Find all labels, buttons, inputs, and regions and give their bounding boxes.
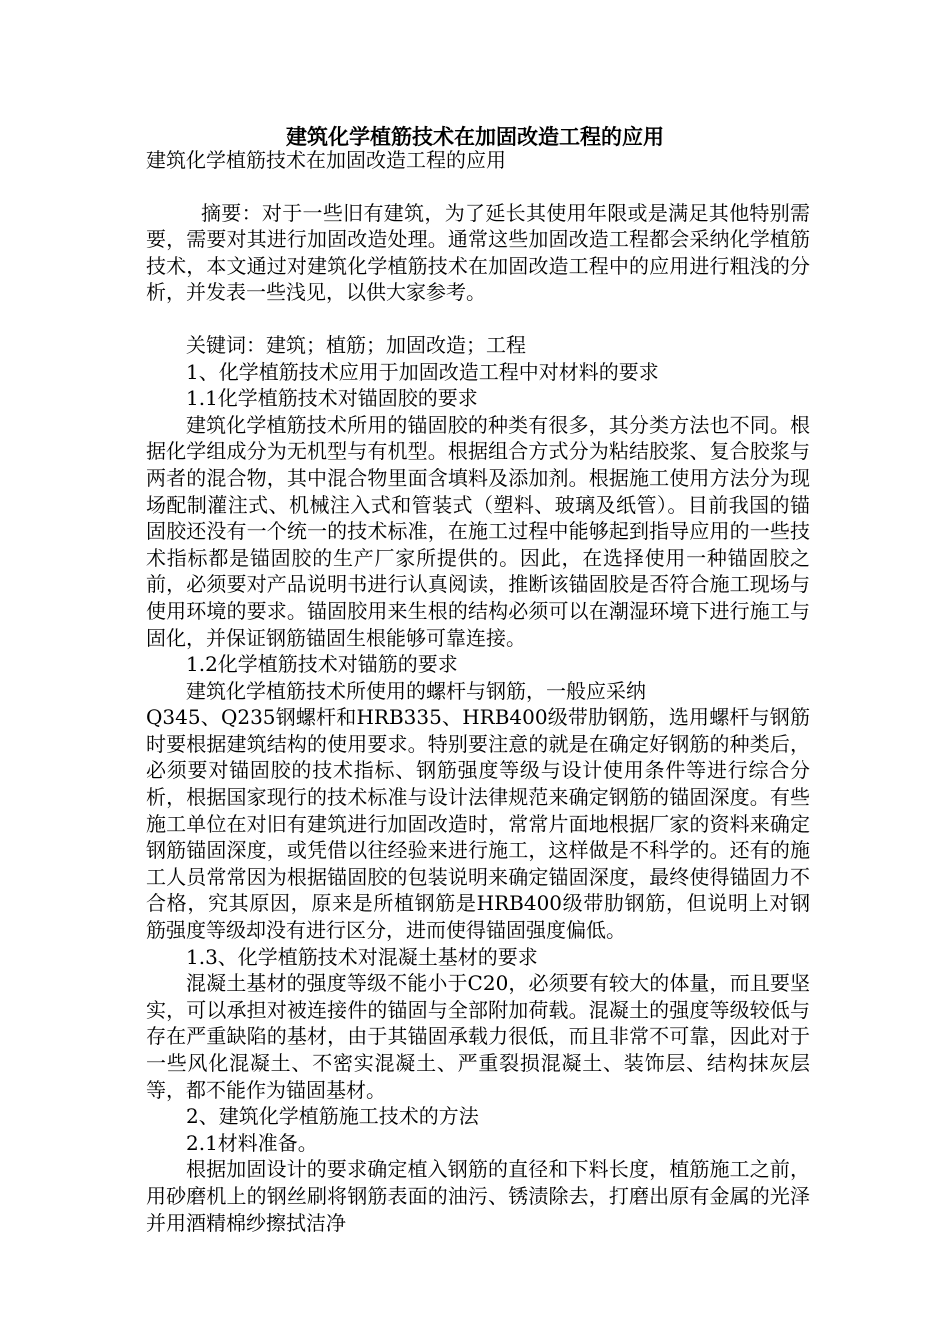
- subsection-heading-2-1: 2.1材料准备。: [186, 1130, 318, 1155]
- subsection-heading-1-2: 1.2化学植筋技术对锚筋的要求: [186, 652, 458, 677]
- body-paragraph: Q345、Q235钢螺杆和HRB335、HRB400级带肋钢筋，选用螺杆与钢筋时要根据建筑结构的使用要求。特别要注意的就是在确定好钢筋的种类后，必须要对锚固胶的技术指标、钢筋强度等级与设计使用条件等进行综合分析，根据国家现行的技术标准与设计法律规范来确定钢筋的锚固深度。有些施工单位在对旧有建筑进行加固改造时，常常片面地根据厂家的资料来确定钢筋锚固深度，或凭借以往经验来进行施工，这样做是不科学的。还有的施工人员常常因为根据锚固胶的包装说明来确定锚固深度，最终使得锚固力不合格，究其原因，原来是所植钢筋是HRB400级带肋钢筋，但说明上对钢筋强度等级却没有进行区分，进而使得锚固强度偏低。: [146, 705, 810, 943]
- body-paragraph: 建筑化学植筋技术所使用的螺杆与钢筋，一般应采纳: [186, 678, 646, 703]
- spacer: [146, 174, 810, 200]
- subsection-heading-1-1: 1.1化学植筋技术对锚固胶的要求: [186, 386, 478, 411]
- section-heading-2: 2、建筑化学植筋施工技术的方法: [186, 1104, 479, 1129]
- body-paragraph: 混凝土基材的强度等级不能小于C20，必须要有较大的体量，而且要坚实，可以承担对被连接件的锚固与全部附加荷载。混凝土的强度等级较低与存在严重缺陷的基材，由于其锚固承载力很低，而且非常不可靠，因此对于一些风化混凝土、不密实混凝土、严重裂损混凝土、装饰层、结构抹灰层等，都不能作为锚固基材。: [146, 971, 810, 1102]
- section-heading-1: 1、化学植筋技术应用于加固改造工程中对材料的要求: [186, 359, 659, 384]
- subsection-heading-1-3: 1.3、化学植筋技术对混凝土基材的要求: [186, 944, 538, 969]
- document-body: [146, 147, 810, 1236]
- spacer: [146, 306, 810, 332]
- document-title: 建筑化学植筋技术在加固改造工程的应用: [286, 124, 664, 149]
- body-paragraph: 建筑化学植筋技术所用的锚固胶的种类有很多，其分类方法也不同。根据化学组成分为无机型与有机型。根据组合方式分为粘结胶浆、复合胶浆与两者的混合物，其中混合物里面含填料及添加剂。根据施工使用方法分为现场配制灌注式、机械注入式和管装式（塑料、玻璃及纸管）。目前我国的锚固胶还没有一个统一的技术标准，在施工过程中能够起到指导应用的一些技术指标都是锚固胶的生产厂家所提供的。因此，在选择使用一种锚固胶之前，必须要对产品说明书进行认真阅读，推断该锚固胶是否符合施工现场与使用环境的要求。锚固胶用来生根的结构必须可以在潮湿环境下进行施工与固化，并保证钢筋锚固生根能够可靠连接。: [146, 412, 810, 650]
- body-paragraph: 根据加固设计的要求确定植入钢筋的直径和下料长度，植筋施工之前，用砂磨机上的钢丝刷将钢筋表面的油污、锈渍除去，打磨出原有金属的光泽并用酒精棉纱擦拭洁净: [146, 1157, 810, 1235]
- keywords-paragraph: 关键词：建筑；植筋；加固改造；工程: [186, 332, 526, 357]
- subtitle-paragraph: 建筑化学植筋技术在加固改造工程的应用: [146, 148, 506, 172]
- abstract-paragraph: 摘要：对于一些旧有建筑，为了延长其使用年限或是满足其他特别需要，需要对其进行加固改造处理。通常这些加固改造工程都会采纳化学植筋技术，本文通过对建筑化学植筋技术在加固改造工程中的应用进行粗浅的分析，并发表一些浅见，以供大家参考。: [146, 200, 810, 305]
